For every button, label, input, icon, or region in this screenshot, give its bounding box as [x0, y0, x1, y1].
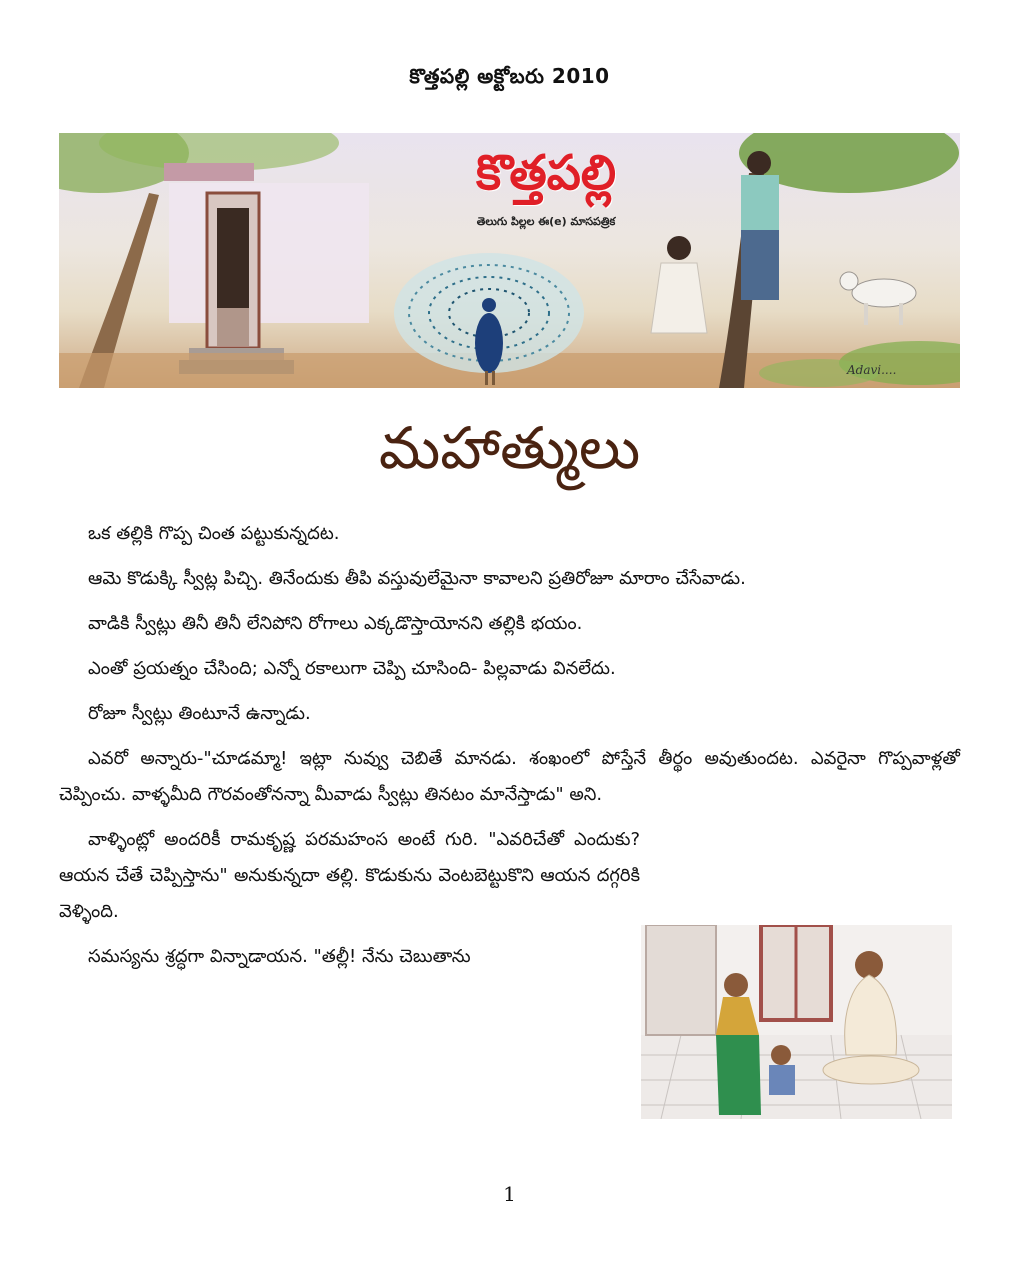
running-header: కొత్తపల్లి అక్టోబరు 2010 [409, 64, 610, 88]
paragraph: సమస్యను శ్రద్ధగా విన్నాడాయన. "తల్లీ! నేను చెబుతాను [88, 946, 471, 967]
goat-illustration [840, 272, 916, 325]
paragraph: వాడికి స్వీట్లు తినీ తినీ లేనిపోని రోగాలు ఎక్కడొస్తాయోనని తల్లికి భయం. [88, 613, 583, 634]
artist-signature: Adavi.... [847, 363, 897, 377]
paragraph: ఆమె కొడుక్కి స్వీట్ల పిచ్చి. తినేందుకు తీపి వస్తువులేమైనా కావాలని ప్రతిరోజూ మారాం చేసేవాడు. [88, 568, 746, 589]
story-title: మహాత్ములు [378, 414, 641, 482]
paragraph: ఒక తల్లికి గొప్ప చింత పట్టుకున్నదట. [88, 523, 340, 544]
magazine-title: కొత్తపల్లి [475, 145, 617, 201]
paragraph: ఎంతో ప్రయత్నం చేసింది; ఎన్నో రకాలుగా చెప్పి చూసింది- పిల్లవాడు వినలేదు. [88, 658, 616, 679]
page-number: 1 [503, 1182, 516, 1206]
children-illustration [651, 151, 779, 333]
paragraph: ఎవరో అన్నారు-"చూడమ్మా! ఇట్లా నువ్వు చెబితే మానడు. శంఖంలో పోస్తేనే తీర్థం అవుతుందట. ఎవరైనా గొప్పవాళ్లతో చెప్పించు. వాళ్ళమీది గౌరవంతోనన్నా మీవాడు స్వీట్లు తినటం మానేస్తాడు" అని. [59, 748, 960, 805]
story-illustration [641, 925, 952, 1119]
masthead-banner [59, 133, 960, 388]
paragraph: వాళ్ళింట్లో అందరికీ రామకృష్ణ పరమహంస అంటే గురి. "ఎవరిచేతో ఎందుకు? ఆయన చేతే చెప్పిస్తాను" అనుకున్నదా తల్లి. కొడుకును వెంటబెట్టుకొని ఆయన దగ్గరికి వెళ్ళింది. [59, 829, 640, 922]
magazine-subtitle: తెలుగు పిల్లల ఈ(e) మాసపత్రిక [476, 215, 616, 228]
sage-mother-child-drawing [641, 925, 952, 1119]
paragraph: రోజూ స్వీట్లు తింటూనే ఉన్నాడు. [88, 703, 311, 724]
story-body [59, 516, 960, 984]
